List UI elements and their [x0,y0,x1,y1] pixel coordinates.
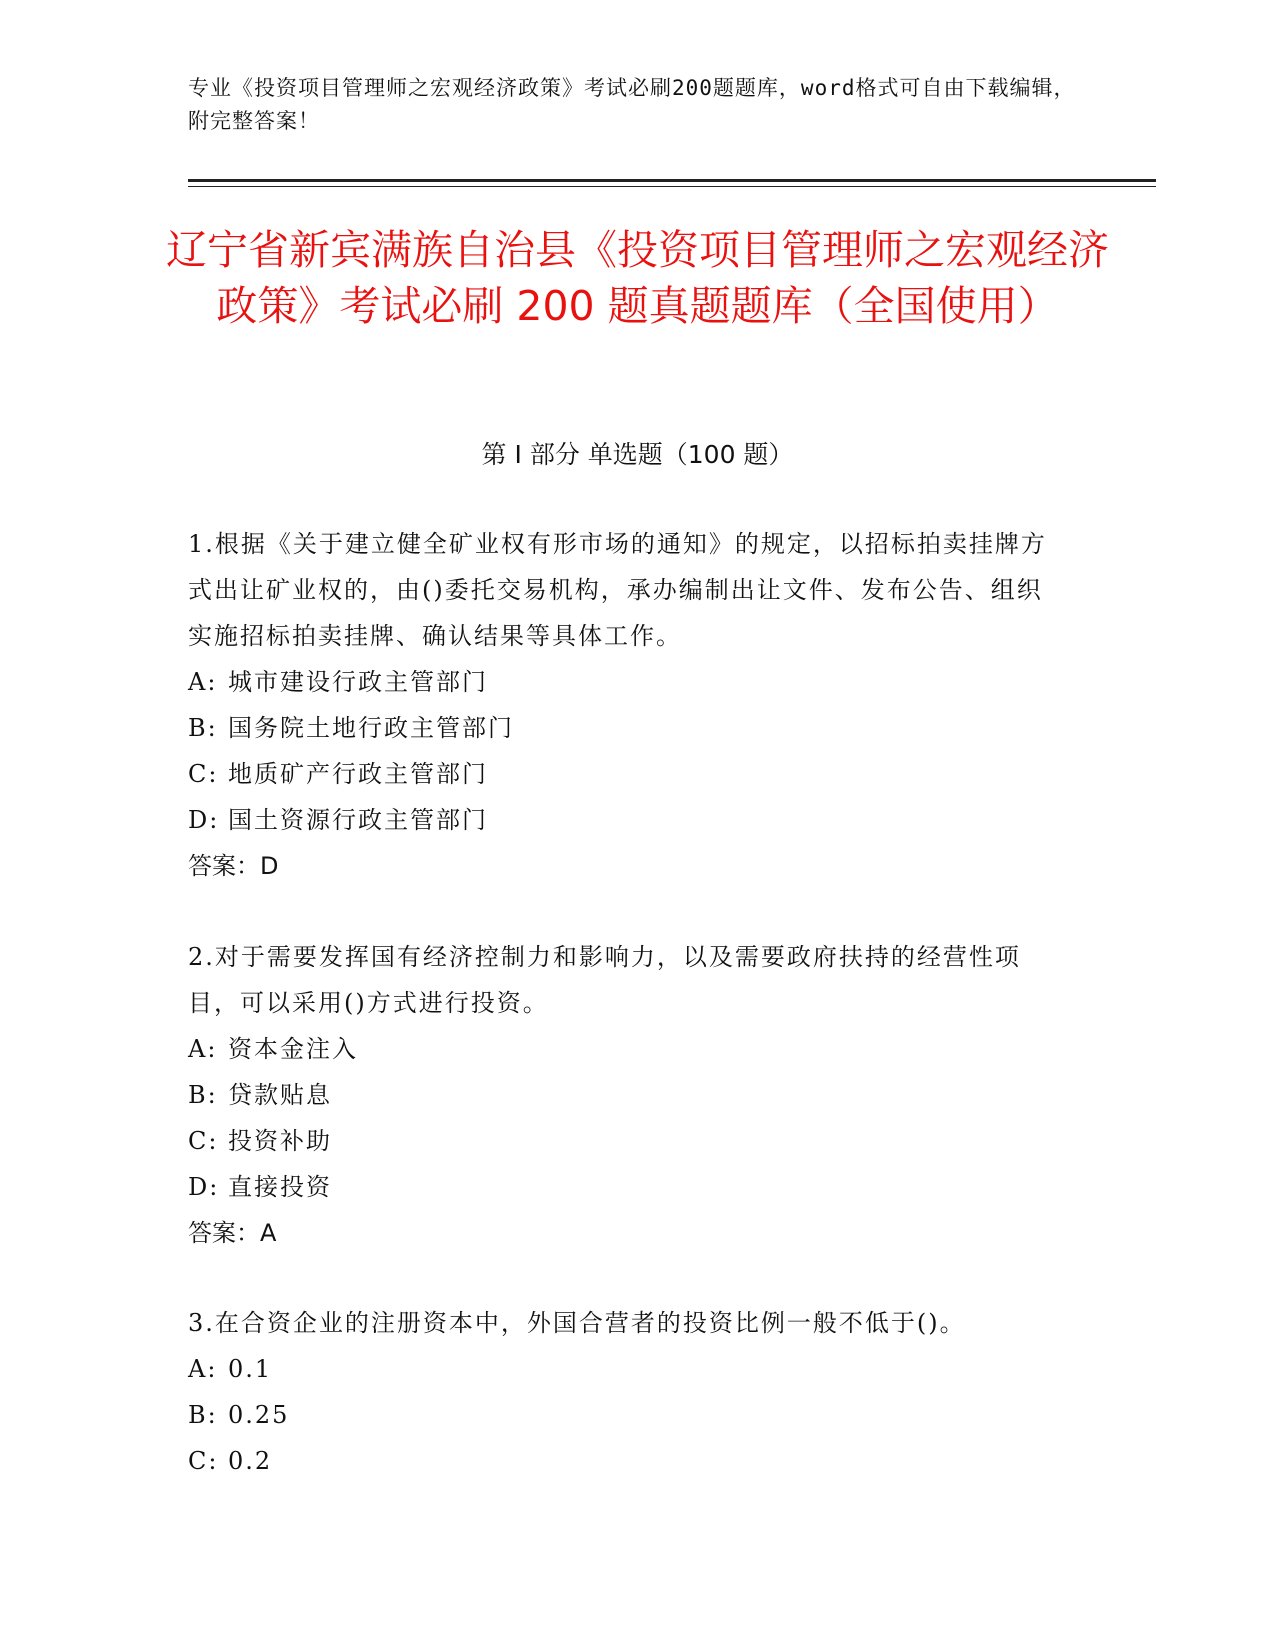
option-text: 0.2 [228,1447,273,1475]
answer-line: 答案：D [188,852,279,880]
option-b [188,705,1068,751]
option-text: 国务院土地行政主管部门 [228,714,514,742]
option-key: C: [188,1127,219,1155]
option-key: B: [188,1401,218,1429]
option-key: D: [188,1173,220,1201]
option-text: 0.1 [228,1355,273,1383]
option-text: 直接投资 [228,1173,332,1201]
option-text: 地质矿产行政主管部门 [228,760,488,788]
option-text: 0.25 [228,1401,290,1429]
answer-line: 答案：A [188,1219,277,1247]
option-key: D: [188,806,220,834]
option-a [188,1346,1068,1392]
option-key: B: [188,1081,218,1109]
header-divider-thick [188,179,1156,182]
question-text: 1.根据《关于建立健全矿业权有形市场的通知》的规定，以招标拍卖挂牌方式出让矿业权的，由()委托交易机构，承办编制出让文件、发布公告、组织实施招标拍卖挂牌、确认结果等具体工作。 [188,530,1047,650]
option-c [188,751,1068,797]
question-block-3 [188,1300,1068,1484]
question-block-1 [188,521,1068,889]
question-text: 3.在合资企业的注册资本中，外国合营者的投资比例一般不低于()。 [188,1309,966,1337]
option-c [188,1118,1068,1164]
option-b [188,1072,1068,1118]
option-key: C: [188,760,219,788]
option-b [188,1392,1068,1438]
document-title: 辽宁省新宾满族自治县《投资项目管理师之宏观经济政策》考试必刷 200 题真题题库（全国使用） [166,226,1109,330]
option-c [188,1438,1068,1484]
option-d [188,1164,1068,1210]
section-heading: 第 I 部分 单选题（100 题） [481,440,794,469]
header-divider-thin [188,186,1156,187]
option-text: 投资补助 [228,1127,332,1155]
question-block-2 [188,934,1068,1256]
option-a [188,1026,1068,1072]
option-key: A: [188,1035,218,1063]
option-text: 国土资源行政主管部门 [228,806,488,834]
option-key: A: [188,1355,218,1383]
header-note: 专业《投资项目管理师之宏观经济政策》考试必刷200题题库，word格式可自由下载编辑，附完整答案！ [188,76,1076,133]
option-text: 资本金注入 [228,1035,358,1063]
option-text: 贷款贴息 [228,1081,332,1109]
option-key: C: [188,1447,219,1475]
question-text: 2.对于需要发挥国有经济控制力和影响力，以及需要政府扶持的经营性项目，可以采用()方式进行投资。 [188,943,1021,1017]
option-d [188,797,1068,843]
option-text: 城市建设行政主管部门 [228,668,488,696]
option-key: A: [188,668,218,696]
option-a [188,659,1068,705]
option-key: B: [188,714,218,742]
